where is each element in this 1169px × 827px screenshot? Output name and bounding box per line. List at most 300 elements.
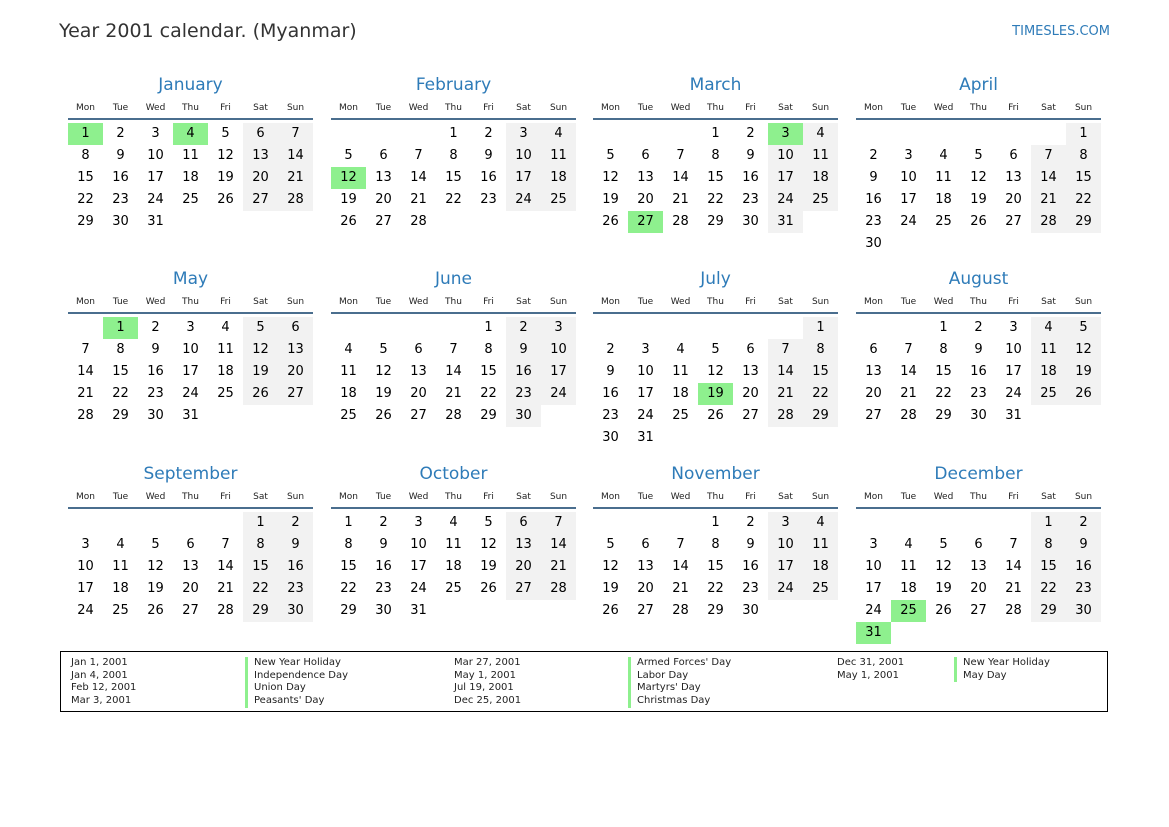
day-cell[interactable]: 8 [344,537,353,552]
day-cell[interactable]: 23 [506,383,541,405]
day-cell[interactable]: 24 [410,581,427,596]
day-cell[interactable]: 4 [676,342,685,357]
day-cell[interactable]: 29 [243,600,278,622]
day-cell[interactable]: 2 [484,126,493,141]
day-cell[interactable]: 11 [1031,339,1066,361]
day-cell[interactable]: 9 [379,537,388,552]
day-cell[interactable]: 2 [746,515,755,530]
day-cell[interactable]: 8 [803,339,838,361]
day-cell[interactable]: 9 [151,342,160,357]
day-cell[interactable]: 15 [707,170,724,185]
day-cell[interactable]: 12 [147,559,164,574]
day-cell[interactable]: 3 [186,320,195,335]
day-cell[interactable]: 24 [147,192,164,207]
day-cell[interactable]: 24 [637,408,654,423]
day-cell[interactable]: 25 [1031,383,1066,405]
day-cell[interactable]: 30 [865,236,882,251]
day-cell[interactable]: 2 [974,320,983,335]
day-cell[interactable]: 25 [112,603,129,618]
day-cell[interactable]: 13 [506,534,541,556]
day-cell[interactable]: 9 [974,342,983,357]
day-cell[interactable]: 15 [803,361,838,383]
day-cell[interactable]: 9 [869,170,878,185]
day-cell[interactable]: 13 [637,559,654,574]
day-cell[interactable]: 9 [746,537,755,552]
day-cell[interactable]: 4 [449,515,458,530]
day-cell[interactable]: 2 [869,148,878,163]
day-cell[interactable]: 5 [243,317,278,339]
day-cell[interactable]: 9 [606,364,615,379]
day-cell[interactable]: 24 [77,603,94,618]
day-cell[interactable]: 14 [217,559,234,574]
day-cell[interactable]: 7 [278,123,313,145]
day-cell[interactable]: 30 [602,430,619,445]
holiday-day-cell[interactable]: 3 [768,123,803,145]
day-cell[interactable]: 17 [768,167,803,189]
day-cell[interactable]: 15 [1066,167,1101,189]
day-cell[interactable]: 1 [449,126,458,141]
day-cell[interactable]: 13 [243,145,278,167]
day-cell[interactable]: 27 [182,603,199,618]
day-cell[interactable]: 16 [112,170,129,185]
day-cell[interactable]: 16 [278,556,313,578]
day-cell[interactable]: 29 [77,214,94,229]
day-cell[interactable]: 17 [1005,364,1022,379]
day-cell[interactable]: 5 [939,537,948,552]
day-cell[interactable]: 3 [506,123,541,145]
day-cell[interactable]: 22 [77,192,94,207]
day-cell[interactable]: 19 [147,581,164,596]
day-cell[interactable]: 12 [707,364,724,379]
day-cell[interactable]: 15 [1031,556,1066,578]
day-cell[interactable]: 1 [1066,123,1101,145]
day-cell[interactable]: 20 [742,386,759,401]
day-cell[interactable]: 20 [637,192,654,207]
day-cell[interactable]: 28 [410,214,427,229]
day-cell[interactable]: 7 [414,148,423,163]
day-cell[interactable]: 28 [672,214,689,229]
day-cell[interactable]: 11 [900,559,917,574]
day-cell[interactable]: 31 [1005,408,1022,423]
day-cell[interactable]: 23 [480,192,497,207]
day-cell[interactable]: 12 [480,537,497,552]
day-cell[interactable]: 5 [606,537,615,552]
day-cell[interactable]: 10 [768,145,803,167]
day-cell[interactable]: 1 [243,512,278,534]
holiday-day-cell[interactable]: 1 [103,317,138,339]
day-cell[interactable]: 30 [1066,600,1101,622]
day-cell[interactable]: 22 [340,581,357,596]
day-cell[interactable]: 31 [410,603,427,618]
day-cell[interactable]: 16 [1066,556,1101,578]
day-cell[interactable]: 17 [900,192,917,207]
day-cell[interactable]: 5 [974,148,983,163]
holiday-day-cell[interactable]: 27 [628,211,663,233]
day-cell[interactable]: 2 [1066,512,1101,534]
day-cell[interactable]: 26 [340,214,357,229]
day-cell[interactable]: 13 [278,339,313,361]
day-cell[interactable]: 6 [278,317,313,339]
day-cell[interactable]: 27 [243,189,278,211]
day-cell[interactable]: 30 [970,408,987,423]
day-cell[interactable]: 18 [935,192,952,207]
day-cell[interactable]: 10 [637,364,654,379]
day-cell[interactable]: 20 [970,581,987,596]
day-cell[interactable]: 11 [112,559,129,574]
day-cell[interactable]: 20 [506,556,541,578]
day-cell[interactable]: 19 [602,581,619,596]
day-cell[interactable]: 10 [147,148,164,163]
day-cell[interactable]: 21 [1031,189,1066,211]
day-cell[interactable]: 3 [768,512,803,534]
holiday-day-cell[interactable]: 19 [698,383,733,405]
day-cell[interactable]: 5 [606,148,615,163]
day-cell[interactable]: 5 [484,515,493,530]
day-cell[interactable]: 12 [970,170,987,185]
day-cell[interactable]: 1 [711,515,720,530]
day-cell[interactable]: 6 [641,148,650,163]
day-cell[interactable]: 21 [541,556,576,578]
day-cell[interactable]: 3 [641,342,650,357]
day-cell[interactable]: 11 [445,537,462,552]
day-cell[interactable]: 10 [541,339,576,361]
day-cell[interactable]: 29 [112,408,129,423]
day-cell[interactable]: 9 [1066,534,1101,556]
day-cell[interactable]: 16 [147,364,164,379]
day-cell[interactable]: 29 [340,603,357,618]
day-cell[interactable]: 10 [1005,342,1022,357]
day-cell[interactable]: 24 [182,386,199,401]
day-cell[interactable]: 4 [116,537,125,552]
day-cell[interactable]: 19 [243,361,278,383]
day-cell[interactable]: 30 [278,600,313,622]
day-cell[interactable]: 29 [707,214,724,229]
day-cell[interactable]: 19 [217,170,234,185]
day-cell[interactable]: 21 [278,167,313,189]
day-cell[interactable]: 30 [742,603,759,618]
day-cell[interactable]: 14 [410,170,427,185]
day-cell[interactable]: 2 [379,515,388,530]
day-cell[interactable]: 17 [147,170,164,185]
day-cell[interactable]: 14 [768,361,803,383]
day-cell[interactable]: 6 [869,342,878,357]
day-cell[interactable]: 25 [340,408,357,423]
holiday-day-cell[interactable]: 1 [68,123,103,145]
day-cell[interactable]: 19 [480,559,497,574]
day-cell[interactable]: 19 [375,386,392,401]
day-cell[interactable]: 28 [1005,603,1022,618]
day-cell[interactable]: 2 [116,126,125,141]
day-cell[interactable]: 12 [1066,339,1101,361]
day-cell[interactable]: 25 [445,581,462,596]
day-cell[interactable]: 8 [1031,534,1066,556]
day-cell[interactable]: 22 [707,192,724,207]
day-cell[interactable]: 7 [676,148,685,163]
day-cell[interactable]: 19 [1066,361,1101,383]
day-cell[interactable]: 1 [939,320,948,335]
day-cell[interactable]: 20 [637,581,654,596]
day-cell[interactable]: 15 [243,556,278,578]
day-cell[interactable]: 27 [506,578,541,600]
day-cell[interactable]: 8 [449,148,458,163]
day-cell[interactable]: 8 [81,148,90,163]
day-cell[interactable]: 4 [803,512,838,534]
day-cell[interactable]: 14 [541,534,576,556]
day-cell[interactable]: 7 [1009,537,1018,552]
day-cell[interactable]: 16 [742,170,759,185]
day-cell[interactable]: 22 [1031,578,1066,600]
day-cell[interactable]: 23 [375,581,392,596]
day-cell[interactable]: 13 [865,364,882,379]
day-cell[interactable]: 22 [445,192,462,207]
day-cell[interactable]: 6 [379,148,388,163]
day-cell[interactable]: 23 [278,578,313,600]
day-cell[interactable]: 23 [112,192,129,207]
day-cell[interactable]: 16 [742,559,759,574]
day-cell[interactable]: 16 [602,386,619,401]
day-cell[interactable]: 29 [1066,211,1101,233]
day-cell[interactable]: 13 [375,170,392,185]
day-cell[interactable]: 24 [506,189,541,211]
day-cell[interactable]: 15 [445,170,462,185]
day-cell[interactable]: 2 [506,317,541,339]
day-cell[interactable]: 17 [182,364,199,379]
day-cell[interactable]: 28 [541,578,576,600]
day-cell[interactable]: 1 [1031,512,1066,534]
day-cell[interactable]: 4 [939,148,948,163]
day-cell[interactable]: 22 [707,581,724,596]
day-cell[interactable]: 8 [711,148,720,163]
day-cell[interactable]: 11 [672,364,689,379]
day-cell[interactable]: 7 [221,537,230,552]
day-cell[interactable]: 18 [112,581,129,596]
day-cell[interactable]: 23 [602,408,619,423]
day-cell[interactable]: 14 [672,170,689,185]
day-cell[interactable]: 28 [278,189,313,211]
day-cell[interactable]: 17 [410,559,427,574]
day-cell[interactable]: 10 [410,537,427,552]
day-cell[interactable]: 1 [344,515,353,530]
day-cell[interactable]: 31 [182,408,199,423]
day-cell[interactable]: 3 [151,126,160,141]
day-cell[interactable]: 16 [865,192,882,207]
day-cell[interactable]: 18 [541,167,576,189]
day-cell[interactable]: 3 [541,317,576,339]
site-link[interactable]: TIMESLES.COM [1012,24,1110,39]
day-cell[interactable]: 5 [221,126,230,141]
day-cell[interactable]: 23 [742,192,759,207]
day-cell[interactable]: 27 [742,408,759,423]
day-cell[interactable]: 25 [541,189,576,211]
day-cell[interactable]: 21 [77,386,94,401]
day-cell[interactable]: 24 [768,189,803,211]
day-cell[interactable]: 11 [217,342,234,357]
day-cell[interactable]: 26 [480,581,497,596]
day-cell[interactable]: 16 [506,361,541,383]
day-cell[interactable]: 17 [768,556,803,578]
day-cell[interactable]: 14 [1031,167,1066,189]
day-cell[interactable]: 11 [935,170,952,185]
day-cell[interactable]: 23 [1066,578,1101,600]
day-cell[interactable]: 8 [116,342,125,357]
day-cell[interactable]: 14 [1005,559,1022,574]
day-cell[interactable]: 10 [506,145,541,167]
day-cell[interactable]: 26 [217,192,234,207]
day-cell[interactable]: 28 [768,405,803,427]
day-cell[interactable]: 12 [243,339,278,361]
day-cell[interactable]: 17 [77,581,94,596]
day-cell[interactable]: 15 [340,559,357,574]
holiday-day-cell[interactable]: 4 [173,123,208,145]
day-cell[interactable]: 17 [541,361,576,383]
day-cell[interactable]: 3 [1009,320,1018,335]
day-cell[interactable]: 26 [707,408,724,423]
day-cell[interactable]: 13 [1005,170,1022,185]
day-cell[interactable]: 9 [506,339,541,361]
day-cell[interactable]: 24 [865,603,882,618]
day-cell[interactable]: 6 [746,342,755,357]
day-cell[interactable]: 7 [904,342,913,357]
day-cell[interactable]: 6 [974,537,983,552]
day-cell[interactable]: 24 [768,578,803,600]
day-cell[interactable]: 23 [865,214,882,229]
day-cell[interactable]: 19 [602,192,619,207]
day-cell[interactable]: 16 [480,170,497,185]
day-cell[interactable]: 23 [742,581,759,596]
day-cell[interactable]: 29 [803,405,838,427]
day-cell[interactable]: 24 [900,214,917,229]
day-cell[interactable]: 21 [768,383,803,405]
day-cell[interactable]: 5 [344,148,353,163]
day-cell[interactable]: 18 [803,556,838,578]
day-cell[interactable]: 11 [803,145,838,167]
day-cell[interactable]: 25 [935,214,952,229]
day-cell[interactable]: 30 [147,408,164,423]
day-cell[interactable]: 27 [637,603,654,618]
day-cell[interactable]: 22 [1066,189,1101,211]
day-cell[interactable]: 26 [935,603,952,618]
day-cell[interactable]: 14 [672,559,689,574]
day-cell[interactable]: 30 [375,603,392,618]
day-cell[interactable]: 21 [672,192,689,207]
day-cell[interactable]: 11 [340,364,357,379]
day-cell[interactable]: 6 [641,537,650,552]
day-cell[interactable]: 25 [803,189,838,211]
day-cell[interactable]: 2 [151,320,160,335]
day-cell[interactable]: 11 [803,534,838,556]
day-cell[interactable]: 15 [480,364,497,379]
day-cell[interactable]: 28 [672,603,689,618]
day-cell[interactable]: 19 [935,581,952,596]
day-cell[interactable]: 10 [182,342,199,357]
day-cell[interactable]: 21 [672,581,689,596]
day-cell[interactable]: 30 [742,214,759,229]
day-cell[interactable]: 5 [151,537,160,552]
day-cell[interactable]: 26 [602,603,619,618]
day-cell[interactable]: 20 [182,581,199,596]
day-cell[interactable]: 27 [970,603,987,618]
day-cell[interactable]: 22 [935,386,952,401]
day-cell[interactable]: 13 [182,559,199,574]
day-cell[interactable]: 8 [939,342,948,357]
day-cell[interactable]: 20 [278,361,313,383]
day-cell[interactable]: 11 [182,148,199,163]
day-cell[interactable]: 28 [217,603,234,618]
day-cell[interactable]: 26 [243,383,278,405]
day-cell[interactable]: 8 [243,534,278,556]
day-cell[interactable]: 27 [1005,214,1022,229]
day-cell[interactable]: 31 [147,214,164,229]
holiday-day-cell[interactable]: 25 [891,600,926,622]
day-cell[interactable]: 21 [445,386,462,401]
day-cell[interactable]: 29 [935,408,952,423]
day-cell[interactable]: 7 [81,342,90,357]
day-cell[interactable]: 26 [1066,383,1101,405]
day-cell[interactable]: 13 [637,170,654,185]
day-cell[interactable]: 14 [278,145,313,167]
day-cell[interactable]: 17 [506,167,541,189]
holiday-day-cell[interactable]: 31 [856,622,891,644]
day-cell[interactable]: 14 [900,364,917,379]
day-cell[interactable]: 8 [711,537,720,552]
day-cell[interactable]: 10 [768,534,803,556]
day-cell[interactable]: 6 [506,512,541,534]
day-cell[interactable]: 6 [243,123,278,145]
day-cell[interactable]: 9 [484,148,493,163]
day-cell[interactable]: 21 [410,192,427,207]
day-cell[interactable]: 4 [803,123,838,145]
day-cell[interactable]: 26 [970,214,987,229]
day-cell[interactable]: 5 [711,342,720,357]
day-cell[interactable]: 7 [541,512,576,534]
day-cell[interactable]: 18 [217,364,234,379]
day-cell[interactable]: 13 [970,559,987,574]
day-cell[interactable]: 22 [480,386,497,401]
day-cell[interactable]: 26 [147,603,164,618]
day-cell[interactable]: 13 [742,364,759,379]
day-cell[interactable]: 19 [340,192,357,207]
day-cell[interactable]: 24 [1005,386,1022,401]
day-cell[interactable]: 25 [182,192,199,207]
day-cell[interactable]: 12 [935,559,952,574]
day-cell[interactable]: 1 [803,317,838,339]
day-cell[interactable]: 16 [375,559,392,574]
day-cell[interactable]: 31 [637,430,654,445]
day-cell[interactable]: 10 [900,170,917,185]
day-cell[interactable]: 20 [410,386,427,401]
day-cell[interactable]: 18 [340,386,357,401]
day-cell[interactable]: 6 [1009,148,1018,163]
day-cell[interactable]: 21 [900,386,917,401]
day-cell[interactable]: 27 [865,408,882,423]
day-cell[interactable]: 27 [278,383,313,405]
day-cell[interactable]: 9 [278,534,313,556]
day-cell[interactable]: 17 [637,386,654,401]
day-cell[interactable]: 27 [375,214,392,229]
holiday-day-cell[interactable]: 12 [331,167,366,189]
day-cell[interactable]: 2 [606,342,615,357]
day-cell[interactable]: 1 [711,126,720,141]
day-cell[interactable]: 22 [243,578,278,600]
day-cell[interactable]: 21 [1005,581,1022,596]
day-cell[interactable]: 6 [186,537,195,552]
day-cell[interactable]: 25 [672,408,689,423]
day-cell[interactable]: 4 [1031,317,1066,339]
day-cell[interactable]: 7 [676,537,685,552]
day-cell[interactable]: 18 [900,581,917,596]
day-cell[interactable]: 4 [221,320,230,335]
day-cell[interactable]: 1 [484,320,493,335]
